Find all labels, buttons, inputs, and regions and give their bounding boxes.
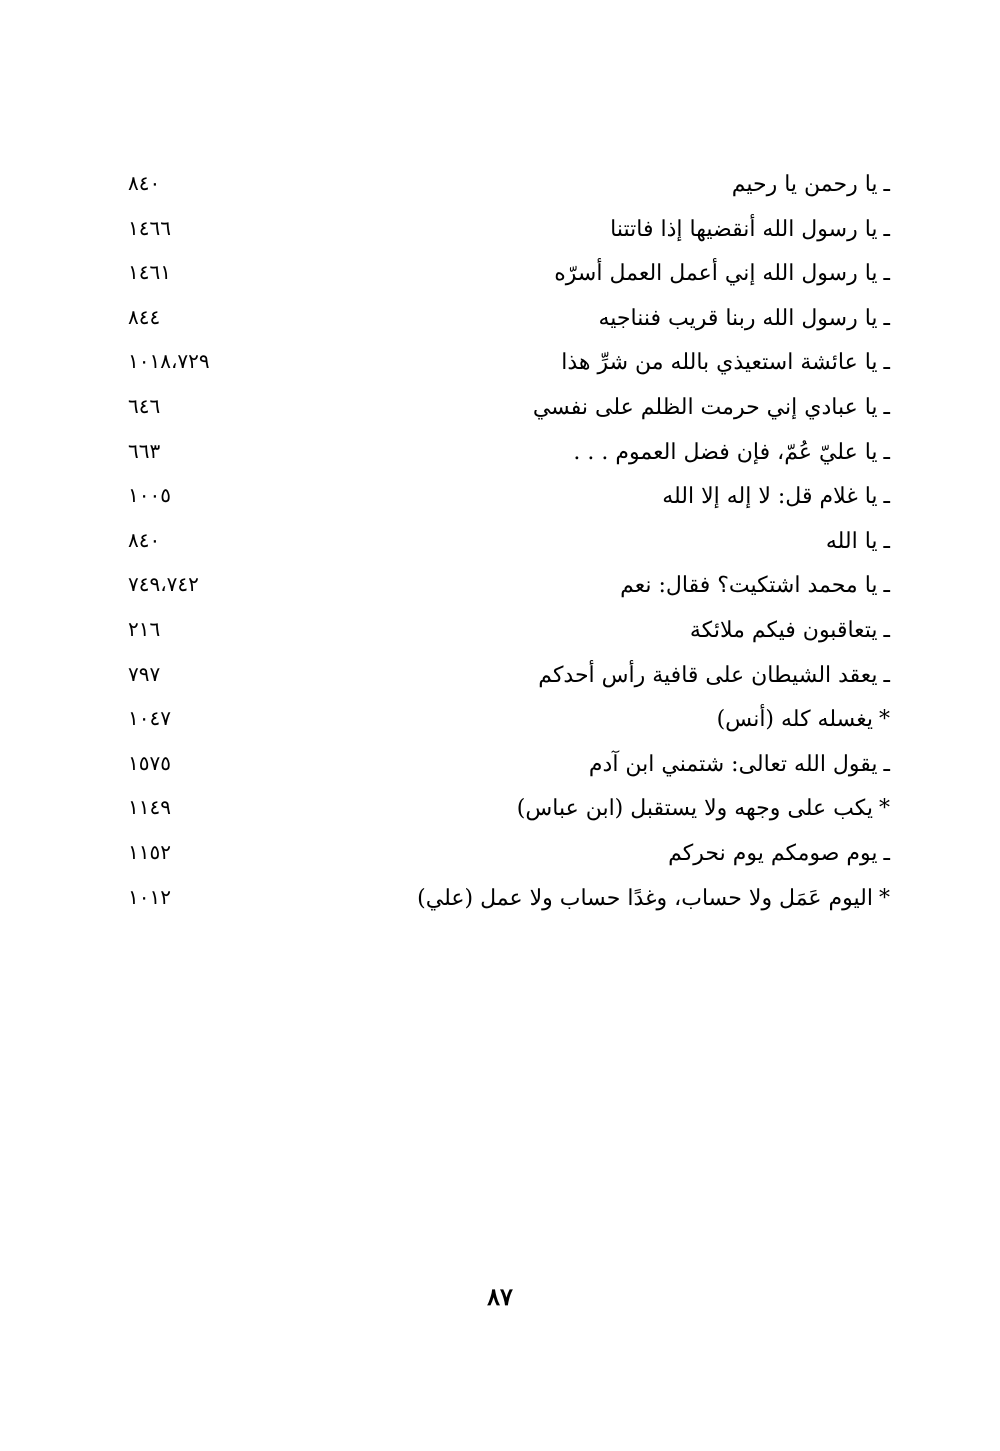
- entry-text: [717, 698, 890, 742]
- entry-page-ref: ١٤٦٦: [128, 215, 171, 240]
- entry-marker: ـ: [883, 573, 890, 599]
- entry-marker: ـ: [883, 216, 890, 242]
- entry-page-ref: ٧٤٩،٧٤٢: [128, 572, 199, 597]
- index-entry: [0, 787, 1000, 832]
- entry-page-ref: ١٥٧٥: [128, 750, 171, 775]
- entry-text: [732, 163, 890, 207]
- entry-phrase: يعقد الشيطان على قافية رأس أحدكم: [538, 662, 878, 688]
- entry-text: [554, 252, 890, 296]
- entry-marker: *: [879, 796, 890, 822]
- index-entry: [0, 252, 1000, 297]
- index-entry: [0, 520, 1000, 565]
- entry-page-ref: ١١٥٢: [128, 839, 171, 864]
- entry-marker: *: [879, 707, 890, 733]
- index-entry: [0, 609, 1000, 654]
- entry-marker: ـ: [883, 528, 890, 554]
- entry-phrase: يا عليّ عُمّ، فإن فضل العموم . . .: [573, 439, 878, 465]
- entry-phrase: يا عبادي إني حرمت الظلم على نفسي: [532, 394, 878, 420]
- index-list: [0, 163, 1000, 921]
- entry-text: [620, 564, 890, 608]
- entry-text: [533, 386, 890, 430]
- entry-marker: ـ: [883, 617, 890, 643]
- index-entry: [0, 475, 1000, 520]
- index-entry: [0, 208, 1000, 253]
- entry-phrase: يا الله: [825, 528, 878, 554]
- entry-page-ref: ٨٤٠: [128, 527, 161, 552]
- index-entry: [0, 698, 1000, 743]
- entry-marker: ـ: [883, 305, 890, 331]
- entry-page-ref: ٦٤٦: [128, 393, 161, 418]
- index-entry: [0, 163, 1000, 208]
- page-number: ٨٧: [487, 1282, 513, 1311]
- entry-phrase: يوم صومكم يوم نحركم: [668, 840, 878, 866]
- index-entry: [0, 341, 1000, 386]
- index-entry: [0, 386, 1000, 431]
- entry-page-ref: ١٠١٨،٧٢٩: [128, 349, 210, 374]
- entry-text: [589, 743, 890, 787]
- entry-phrase: يا غلام قل: لا إله إلا الله: [662, 484, 878, 510]
- entry-phrase: يقول الله تعالى: شتمني ابن آدم: [588, 751, 878, 777]
- entry-text: [598, 297, 890, 341]
- entry-text: [610, 208, 890, 252]
- entry-phrase: يا رسول الله ربنا قريب فنناجيه: [598, 305, 878, 331]
- entry-page-ref: ١٠٠٥: [128, 483, 171, 508]
- entry-page-ref: ٨٤٤: [128, 304, 161, 329]
- entry-text: [417, 877, 890, 921]
- index-entry: [0, 832, 1000, 877]
- index-entry: [0, 297, 1000, 342]
- entry-text: [668, 832, 890, 876]
- entry-phrase: يغسله كله (أنس): [716, 707, 873, 733]
- entry-marker: ـ: [883, 484, 890, 510]
- entry-page-ref: ٦٦٣: [128, 438, 161, 463]
- entry-text: [538, 654, 890, 698]
- entry-marker: ـ: [883, 350, 890, 376]
- index-entry: [0, 654, 1000, 699]
- index-entry: [0, 743, 1000, 788]
- entry-phrase: يتعاقبون فيكم ملائكة: [689, 617, 878, 643]
- entry-marker: ـ: [883, 394, 890, 420]
- entry-phrase: يا عائشة استعيذي بالله من شرِّ هذا: [561, 350, 878, 376]
- index-entry: [0, 431, 1000, 476]
- entry-text: [573, 431, 890, 475]
- entry-marker: *: [879, 885, 890, 911]
- entry-page-ref: ١٤٦١: [128, 260, 171, 285]
- entry-text: [662, 475, 890, 519]
- entry-phrase: يا رسول الله أنقضيها إذا فاتتنا: [610, 216, 878, 242]
- entry-phrase: يا رحمن يا رحيم: [731, 172, 878, 197]
- entry-text: [690, 609, 890, 653]
- entry-page-ref: ٢١٦: [128, 616, 161, 641]
- entry-page-ref: ١١٤٩: [128, 795, 171, 820]
- entry-marker: ـ: [883, 751, 890, 777]
- entry-text: [517, 787, 890, 831]
- entry-phrase: يا رسول الله إني أعمل العمل أسرّه: [554, 261, 878, 287]
- index-entry: [0, 877, 1000, 922]
- entry-text: [826, 520, 890, 564]
- entry-marker: ـ: [883, 172, 890, 197]
- entry-marker: ـ: [883, 261, 890, 287]
- entry-phrase: يا محمد اشتكيت؟ فقال: نعم: [620, 573, 878, 599]
- entry-phrase: اليوم عَمَل ولا حساب، وغدًا حساب ولا عمل (علي): [417, 885, 873, 911]
- index-entry: [0, 564, 1000, 609]
- entry-text: [561, 341, 890, 385]
- entry-phrase: يكب على وجهه ولا يستقبل (ابن عباس): [516, 796, 873, 822]
- entry-page-ref: ١٠١٢: [128, 884, 171, 909]
- entry-page-ref: ١٠٤٧: [128, 706, 171, 731]
- entry-marker: ـ: [883, 840, 890, 866]
- entry-marker: ـ: [883, 439, 890, 465]
- entry-marker: ـ: [883, 662, 890, 688]
- entry-page-ref: ٨٤٠: [128, 171, 161, 195]
- entry-page-ref: ٧٩٧: [128, 661, 161, 686]
